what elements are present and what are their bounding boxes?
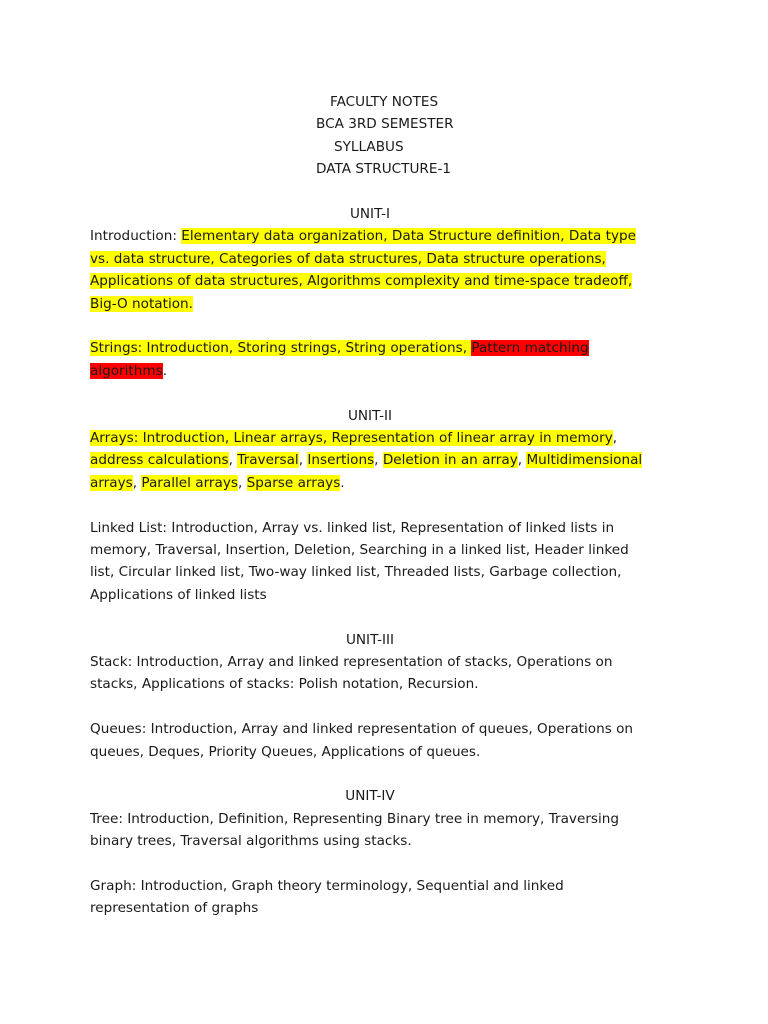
unit-1-strings <box>90 337 650 382</box>
header-syllabus: SYLLABUS <box>334 139 404 155</box>
unit-1-title: UNIT-I <box>349 206 391 222</box>
introduction-highlighted-text: Elementary data organization, Data Structure definition, Data type vs. data structure, Categories of data structures, Data structure operations, Applications of data structures, Algorithms complexity and time-space tradeoff, Big-O notation. <box>90 228 637 312</box>
arrays-multidimensional: Multidimensional arrays <box>90 452 643 491</box>
unit-2-linked-list: Linked List: Introduction, Array vs. linked list, Representation of linked lists in memory, Traversal, Insertion, Deletion, Searching in a linked list, Header linked list, Circular linked list, Two-way linked list, Threaded lists, Garbage collection, Applications of linked lists <box>90 519 629 603</box>
unit-4-graph: Graph: Introduction, Graph theory terminology, Sequential and linked representation of graphs <box>90 878 564 917</box>
strings-end: . <box>162 362 168 379</box>
introduction-label: Introduction: <box>90 228 182 245</box>
separator: , <box>517 452 527 469</box>
separator: , <box>374 452 383 469</box>
arrays-representation: Representation of linear array in memory <box>331 430 613 447</box>
arrays-intro: Arrays: Introduction, Linear arrays, <box>90 430 332 447</box>
unit-3-stack: Stack: Introduction, Array and linked representation of stacks, Operations on stacks, Applications of stacks: Polish notation, Recursion. <box>90 654 613 693</box>
unit-4-tree: Tree: Introduction, Definition, Representing Binary tree in memory, Traversing binary trees, Traversal algorithms using stacks. <box>90 810 620 850</box>
unit-2-arrays <box>90 427 650 494</box>
arrays-traversal: Traversal <box>237 452 299 469</box>
separator: , <box>228 452 238 469</box>
separator: , <box>237 474 247 491</box>
arrays-sparse: Sparse arrays <box>246 474 341 491</box>
separator: , <box>298 452 308 469</box>
separator: , <box>612 430 618 447</box>
unit-3-title: UNIT-III <box>345 631 395 648</box>
arrays-address-calculations: address calculations <box>90 452 229 469</box>
arrays-insertions: Insertions <box>307 452 375 469</box>
arrays-deletion: Deletion in an array <box>382 452 518 469</box>
header-faculty-notes: FACULTY NOTES <box>330 94 439 110</box>
syllabus-content <box>90 203 650 920</box>
strings-highlighted-text: Strings: Introduction, Storing strings, String operations, <box>90 340 472 357</box>
unit-3-queues: Queues: Introduction, Array and linked representation of queues, Operations on queues, Deques, Priority Queues, Applications of queues. <box>90 721 634 760</box>
separator: . <box>340 474 345 491</box>
separator: , <box>132 474 142 491</box>
unit-4-title: UNIT-IV <box>345 788 395 805</box>
header-semester: BCA 3RD SEMESTER <box>316 116 454 132</box>
unit-1-introduction <box>90 225 650 315</box>
arrays-parallel: Parallel arrays <box>141 474 238 491</box>
header-subject: DATA STRUCTURE-1 <box>316 161 452 177</box>
pattern-matching-red-highlight: Pattern matching algorithms <box>90 340 589 379</box>
unit-2-title: UNIT-II <box>347 407 393 424</box>
